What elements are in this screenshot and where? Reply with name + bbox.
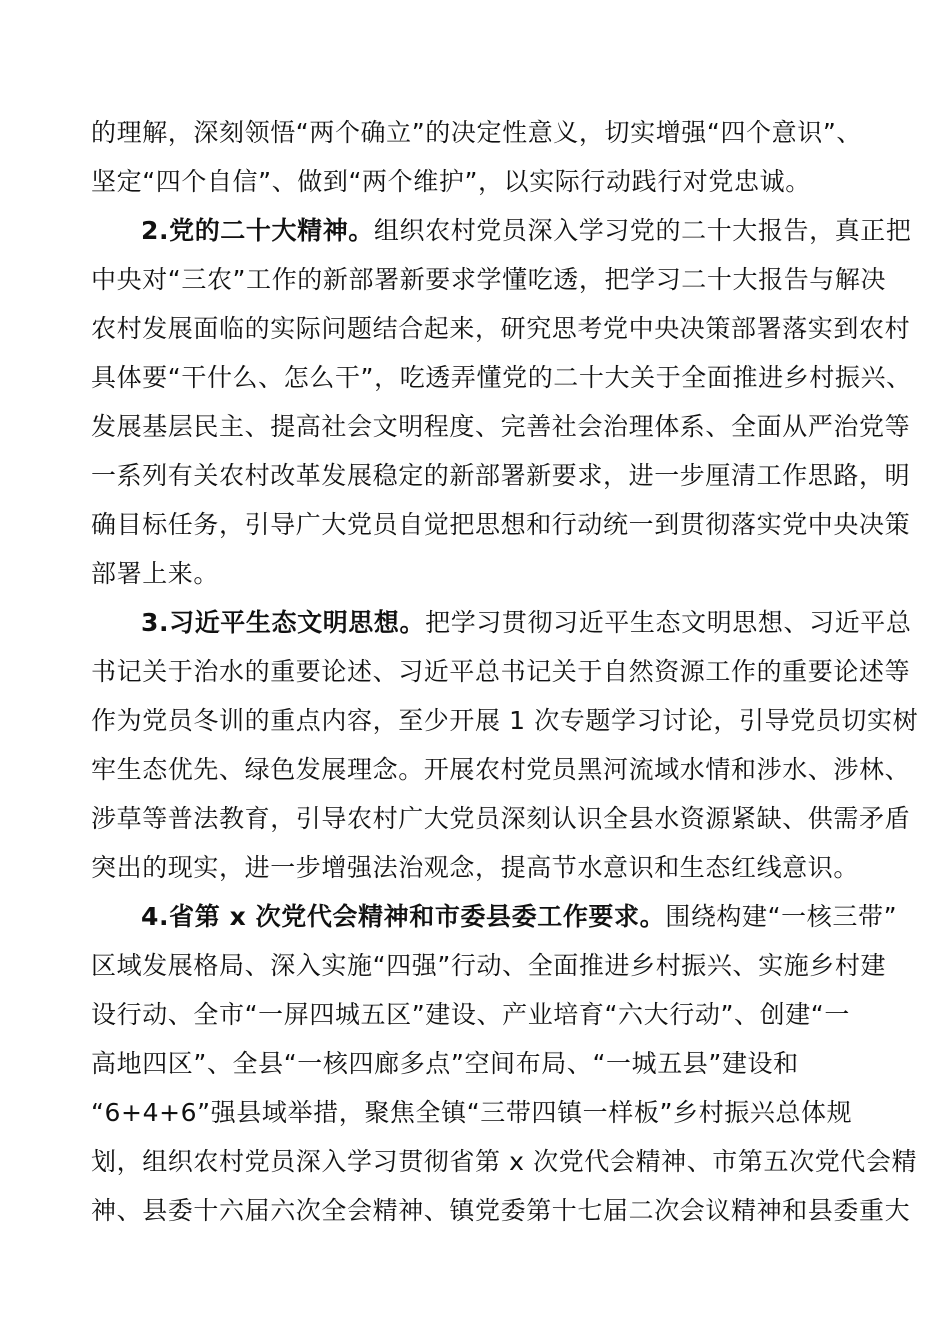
paragraph-4 bbox=[91, 892, 918, 1235]
text-line: “6+4+6”强县域举措，聚焦全镇“三带四镇一样板”乡村振兴总体规 bbox=[91, 1098, 853, 1127]
paragraph-3 bbox=[91, 598, 919, 892]
text-line: 书记关于治水的重要论述、习近平总书记关于自然资源工作的重要论述等 bbox=[91, 657, 911, 686]
text-line: 具体要“干什么、怎么干”，吃透弄懂党的二十大关于全面推进乡村振兴、 bbox=[91, 363, 912, 392]
text-line: 作为党员冬训的重点内容，至少开展 1 次专题学习讨论，引导党员切实树 bbox=[91, 706, 919, 735]
text-line: 设行动、全市“一屏四城五区”建设、产业培育“六大行动”、创建“一 bbox=[91, 1000, 850, 1029]
text-run: 把学习贯彻习近平生态文明思想、习近平总 bbox=[425, 608, 912, 637]
text-line: 涉草等普法教育，引导农村广大党员深刻认识全县水资源紧缺、供需矛盾 bbox=[91, 804, 911, 833]
text-line bbox=[91, 892, 898, 941]
text-line: 神、县委十六届六次全会精神、镇党委第十七届二次会议精神和县委重大 bbox=[91, 1196, 911, 1225]
text-line: 区域发展格局、深入实施“四强”行动、全面推进乡村振兴、实施乡村建 bbox=[91, 951, 887, 980]
text-run: 围绕构建“一核三带” bbox=[665, 902, 898, 931]
document-body bbox=[91, 108, 919, 1235]
text-line: 确目标任务，引导广大党员自觉把思想和行动统一到贯彻落实党中央决策 bbox=[91, 510, 911, 539]
text-line: 发展基层民主、提高社会文明程度、完善社会治理体系、全面从严治党等 bbox=[91, 412, 911, 441]
text-line: 牢生态优先、绿色发展理念。开展农村党员黑河流域水情和涉水、涉林、 bbox=[91, 755, 911, 784]
text-line: 坚定“四个自信”、做到“两个维护”，以实际行动践行对党忠诚。 bbox=[91, 167, 811, 196]
text-line: 部署上来。 bbox=[91, 559, 220, 588]
section-heading: 3.习近平生态文明思想。 bbox=[141, 608, 426, 637]
paragraph-2 bbox=[91, 206, 912, 598]
text-line: 突出的现实，进一步增强法治观念，提高节水意识和生态红线意识。 bbox=[91, 853, 860, 882]
paragraph-1 bbox=[91, 108, 861, 206]
text-line: 划，组织农村党员深入学习贯彻省第 x 次党代会精神、市第五次党代会精 bbox=[91, 1147, 918, 1176]
text-line: 高地四区”、全县“一核四廊多点”空间布局、“一城五县”建设和 bbox=[91, 1049, 799, 1078]
section-heading: 2.党的二十大精神。 bbox=[141, 216, 374, 245]
text-line: 中央对“三农”工作的新部署新要求学懂吃透，把学习二十大报告与解决 bbox=[91, 265, 887, 294]
text-run: 组织农村党员深入学习党的二十大报告，真正把 bbox=[373, 216, 912, 245]
section-heading: 4.省第 x 次党代会精神和市委县委工作要求。 bbox=[141, 902, 666, 931]
text-line: 的理解，深刻领悟“两个确立”的决定性意义，切实增强“四个意识”、 bbox=[91, 118, 863, 147]
text-line: 一系列有关农村改革发展稳定的新部署新要求，进一步厘清工作思路，明 bbox=[91, 461, 911, 490]
text-line bbox=[91, 206, 912, 255]
text-line bbox=[91, 598, 912, 647]
text-line: 农村发展面临的实际问题结合起来，研究思考党中央决策部署落实到农村 bbox=[91, 314, 911, 343]
